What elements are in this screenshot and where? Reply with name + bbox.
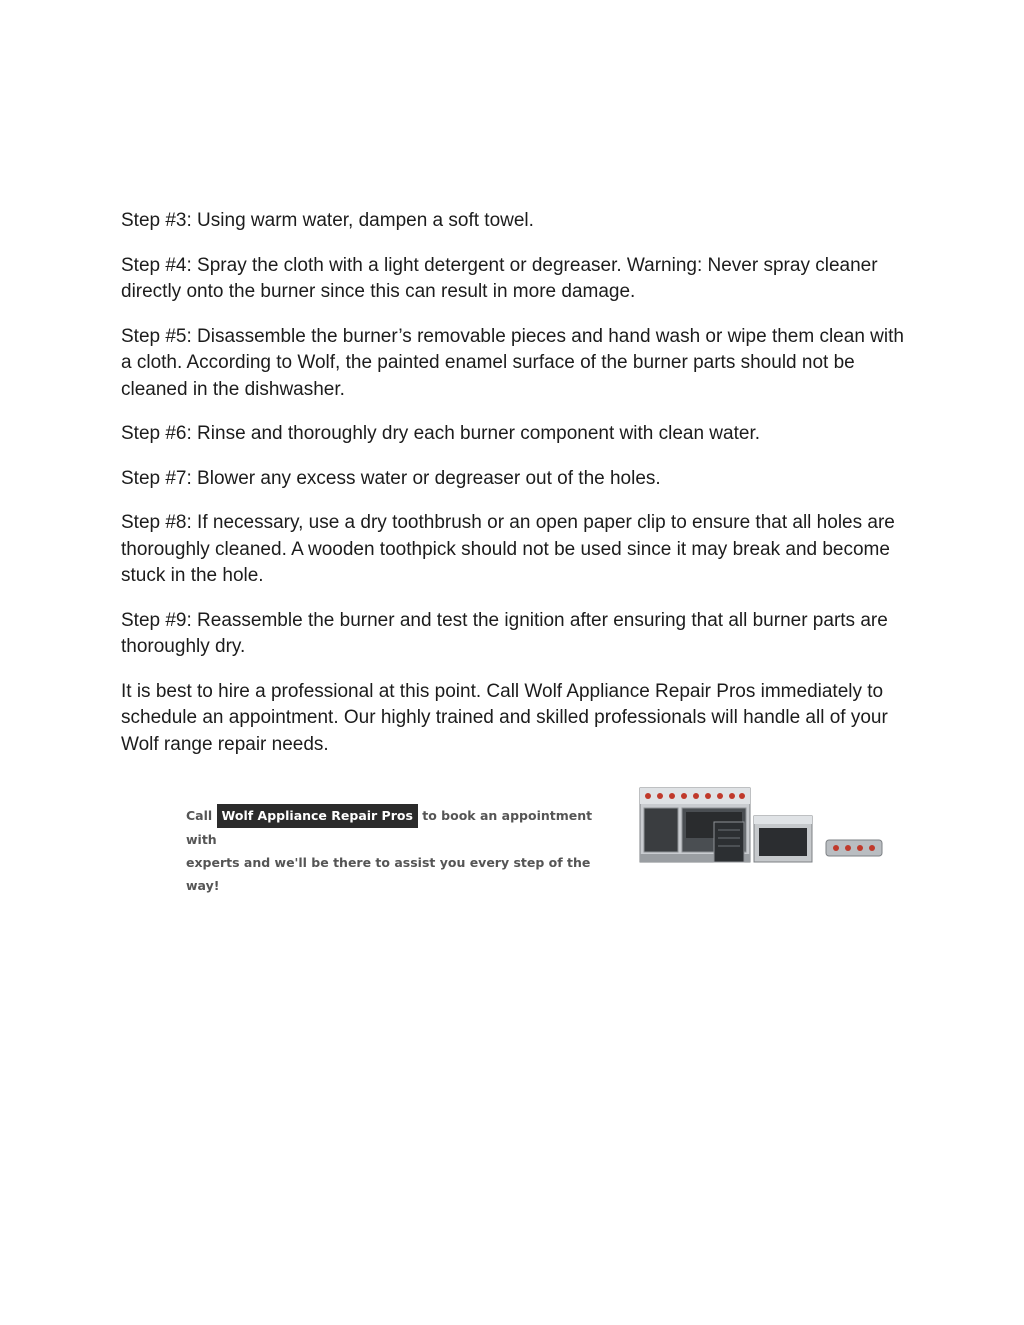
document-body — [121, 208, 911, 776]
step-6-paragraph: Step #6: Rinse and thoroughly dry each burner component with clean water. — [121, 423, 760, 444]
banner-line2: experts and we'll be there to assist you every step of the way! — [186, 855, 591, 893]
cooktop-icon — [826, 840, 882, 856]
wall-oven-icon — [754, 816, 812, 862]
banner-line1-rest: to book an appointment with — [186, 808, 593, 847]
banner-call-label: Call — [186, 808, 213, 823]
closing-paragraph: It is best to hire a professional at this point. Call Wolf Appliance Repair Pros immediately to schedule an appointment. Our highly trained and skilled professionals will handle all of your Wolf range repair needs. — [121, 680, 888, 755]
step-5-paragraph: Step #5: Disassemble the burner’s removable pieces and hand wash or wipe them clean with a cloth. According to Wolf, the painted enamel surface of the burner parts should not be cleaned in the dishwasher. — [121, 325, 904, 400]
step-7-paragraph: Step #7: Blower any excess water or degreaser out of the holes. — [121, 467, 661, 489]
step-8-paragraph: Step #8: If necessary, use a dry toothbrush or an open paper clip to ensure that all holes are thoroughly cleaned. A wooden toothpick should not be used since it may break and become stuck in the hole. — [121, 512, 895, 586]
banner-text — [186, 804, 626, 897]
promo-banner — [180, 786, 890, 893]
step-3-paragraph: Step #3: Using warm water, dampen a soft towel. — [121, 210, 534, 231]
step-4-paragraph: Step #4: Spray the cloth with a light detergent or degreaser. Warning: Never spray cleaner directly onto the burner since this can result in more damage. — [121, 254, 878, 302]
wine-cooler-icon — [714, 822, 744, 862]
banner-brand-label: Wolf Appliance Repair Pros — [217, 804, 418, 828]
step-9-paragraph: Step #9: Reassemble the burner and test the ignition after ensuring that all burner parts are thoroughly dry. — [121, 609, 888, 657]
appliances-image — [638, 786, 888, 864]
